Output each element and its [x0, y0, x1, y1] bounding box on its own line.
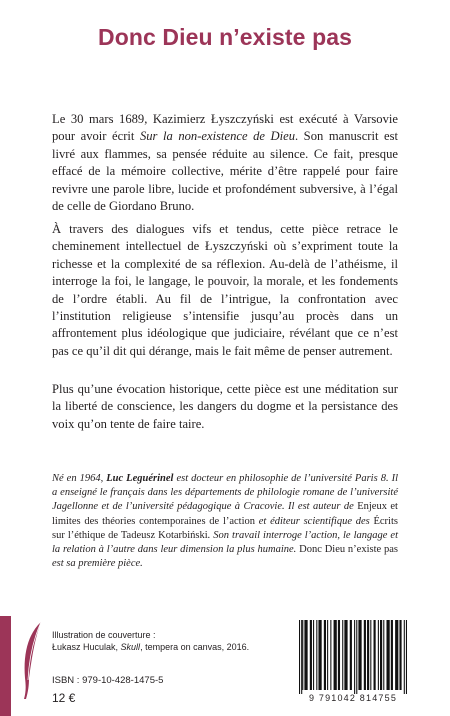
credit-artist: Łukasz Huculak,: [52, 641, 121, 652]
barcode-bar: [334, 620, 337, 690]
barcode-bar: [299, 620, 300, 694]
isbn: ISBN : 979-10-428-1475-5: [52, 675, 164, 686]
summary-paragraph-1: [52, 111, 398, 215]
p1-text-b: . Son manuscrit est livré aux flammes, sa pensée réduite au silence. Ce fait, presque effacé de la mémoire collective, mérite d’être rappelé pour faire revivre une parole libre, lucide et profondément subversive, à l’égal de celle de Giordano Bruno.: [52, 129, 399, 214]
barcode-bar: [324, 620, 326, 690]
barcode-bars: [289, 618, 417, 694]
barcode-bar: [344, 620, 347, 690]
barcode-bar: [356, 620, 357, 694]
barcode-bar: [338, 620, 340, 690]
barcode-bar: [302, 620, 303, 690]
p1-italic-title: Sur la non-existence de Dieu: [139, 129, 295, 144]
barcode-digits: 9 791042 814755: [308, 693, 398, 703]
barcode-bar: [378, 620, 379, 690]
accent-bar: [0, 616, 11, 716]
barcode-bar: [310, 620, 312, 690]
barcode-bar: [374, 620, 376, 690]
bio-s8: est sa première pièce.: [52, 558, 143, 570]
barcode-bar: [313, 620, 314, 690]
bio-s1: Né en 1964,: [52, 473, 107, 484]
price: 12 €: [52, 691, 76, 705]
credit-work: Skull: [120, 641, 141, 652]
barcode-bar: [399, 620, 401, 690]
feather-icon: [20, 620, 44, 700]
barcode-bar: [406, 620, 407, 694]
barcode-bar: [350, 620, 352, 690]
barcode-bar: [364, 620, 366, 690]
summary-paragraph-2: À travers des dialogues vifs et tendus, cette pièce retrace le cheminement intellectuel de Łyszczyński où s’expriment toute la richesse et la complexité de sa réflexion. Au-delà de l’athéisme, il interroge la foi, le langage, le pouvoir, la morale, et les fondements de l’ordre établi. Au fil de l’intrigue, la confrontation avec l’institution religieuse s’intensifie jusqu’au procès dans un affrontement plus idéologique que judiciaire, révélant que ce n’est pas ce qu’il dit qui dérange, mais le fait même de penser autrement.: [52, 222, 398, 358]
author-bio: [52, 472, 398, 571]
barcode-bar: [367, 620, 369, 690]
barcode: [289, 618, 417, 708]
barcode-bar: [304, 620, 307, 690]
book-title: Donc Dieu n’existe pas: [98, 24, 352, 50]
author-name: Luc Leguérinel: [106, 473, 174, 484]
barcode-bar: [330, 620, 331, 690]
barcode-bar: [354, 620, 355, 694]
barcode-bar: [370, 620, 371, 690]
summary-paragraph-3: Plus qu’une évocation historique, cette pièce est une méditation sur la liberté de conscience, les dangers du dogme et la persistance des voix qu’on tente de faire taire.: [52, 382, 398, 431]
bio-s5: Écrits sur l’éthique de Tadeusz Kotarbiński: [52, 515, 398, 541]
barcode-bar: [301, 620, 302, 694]
barcode-bar: [358, 620, 361, 690]
barcode-bar: [404, 620, 405, 694]
credit-label: Illustration de couverture :: [52, 630, 156, 640]
barcode-bar: [318, 620, 321, 690]
barcode-bar: [380, 620, 382, 690]
barcode-bar: [316, 620, 317, 690]
bio-s2: est docteur en philosophie de l’université Paris 8. Il a enseigné le français dans les départements de philologie romane de l’université Jagellonne et de l’université pédagogique à Cracovie. Il est auteur de: [52, 473, 398, 513]
credit-details: , tempera on canvas, 2016.: [140, 641, 250, 652]
barcode-bar: [327, 620, 328, 690]
barcode-bar: [386, 620, 389, 690]
barcode-bar: [383, 620, 384, 690]
barcode-bar: [342, 620, 343, 690]
bio-s6: . Son travail interroge l’action, le langage et la relation à l’autre dans leur dimension la plus humaine.: [52, 529, 398, 556]
bio-s4: et éditeur scientifique des: [255, 515, 374, 527]
bio-s3: Enjeux et limites des théories contemporaines de l’action: [52, 501, 398, 527]
cover-credit: [52, 630, 292, 653]
barcode-bar: [395, 620, 398, 690]
bio-s7: Donc Dieu n’existe pas: [299, 544, 398, 556]
barcode-bar: [391, 620, 393, 690]
p1-text-a: Le 30 mars 1689, Kazimierz Łyszczyński est exécuté à Varsovie pour avoir écrit: [52, 112, 398, 144]
